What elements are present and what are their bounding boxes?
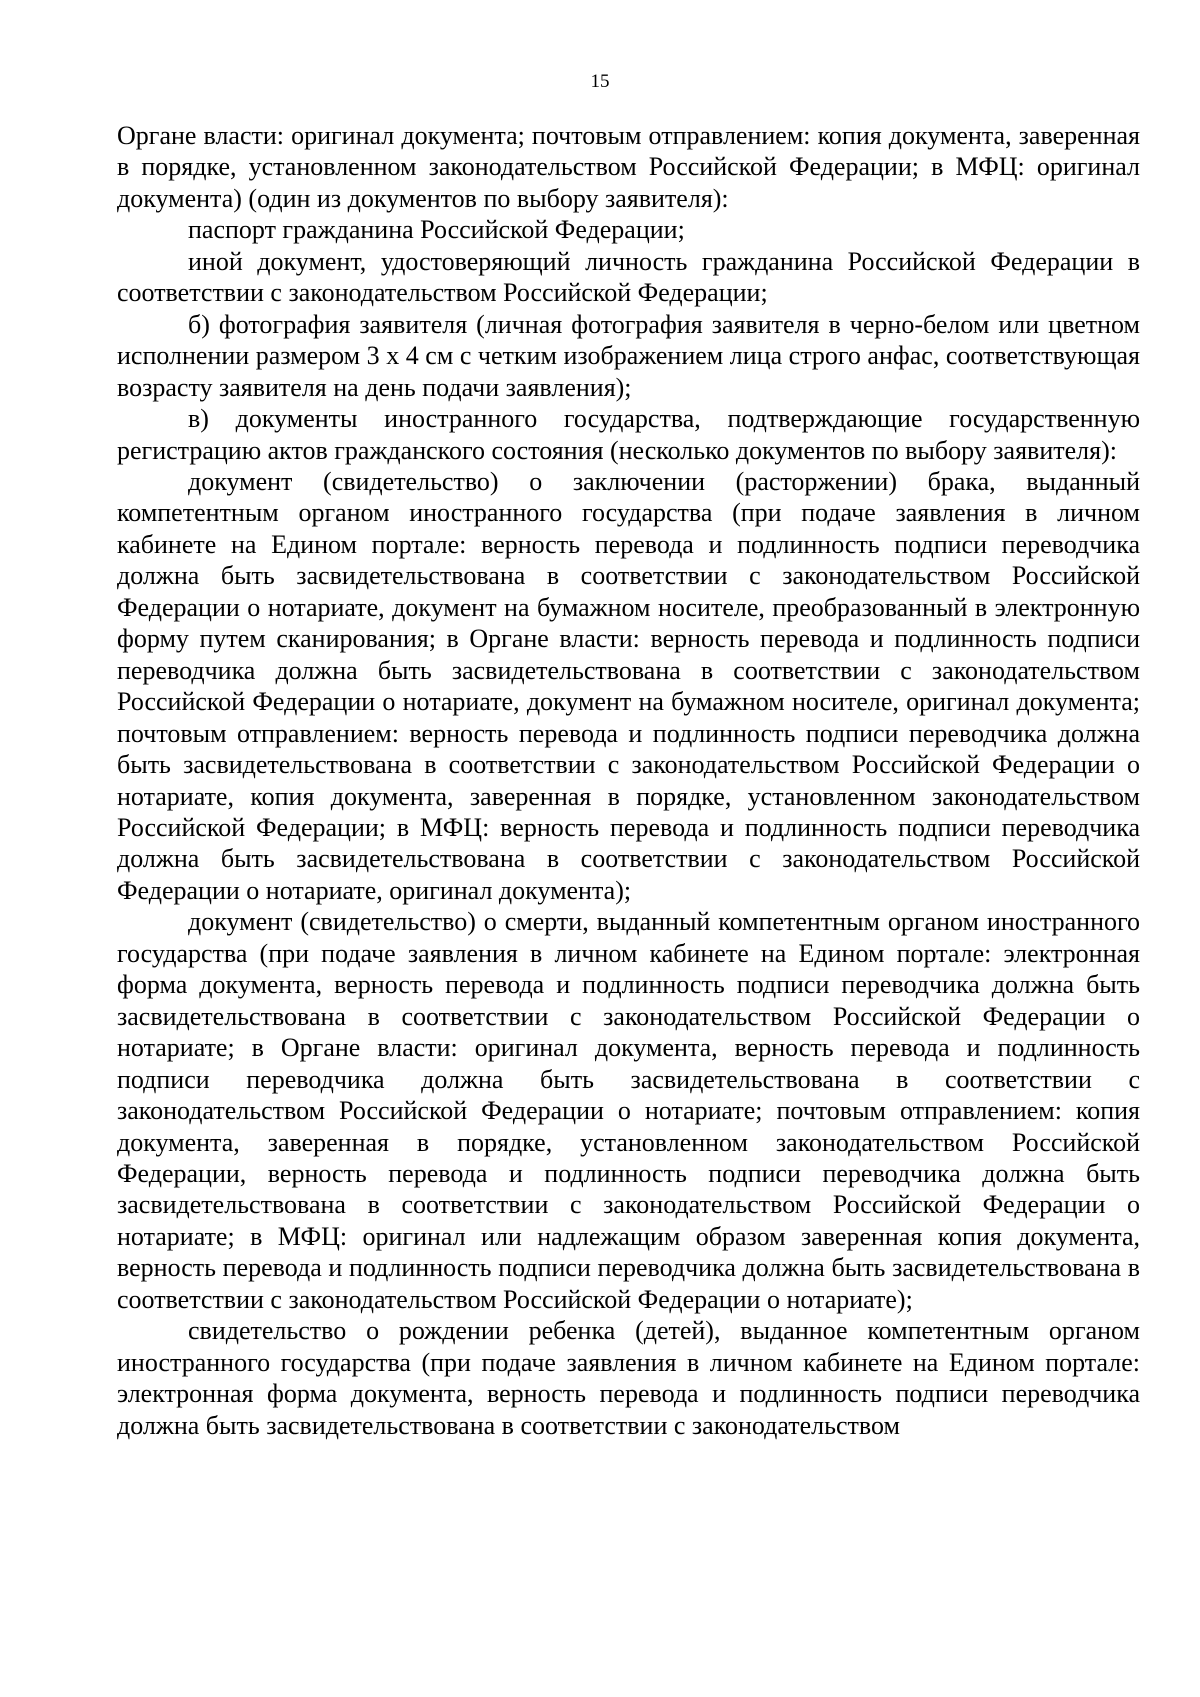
- page-number: 15: [590, 71, 610, 92]
- paragraph: паспорт гражданина Российской Федерации;: [188, 215, 685, 245]
- paragraph: в) документы иностранного государства, подтверждающие государственную регистрацию актов гражданского состояния (несколько документов по выбору заявителя):: [117, 404, 1140, 465]
- document-body: [117, 120, 1140, 1441]
- paragraph: документ (свидетельство) о заключении (расторжении) брака, выданный компетентным органом иностранного государства (при подаче заявления в личном кабинете на Едином портале: верность перевода и подлинность подписи переводчика должна быть засвидетельствована в соответствии с законодательством Российской Федерации о нотариате, документ на бумажном носителе, преобразованный в электронную форму путем сканирования; в Органе власти: верность перевода и подлинность подписи переводчика должна быть засвидетельствована в соответствии с законодательством Российской Федерации о нотариате, документ на бумажном носителе, оригинал документа; почтовым отправлением: верность перевода и подлинность подписи переводчика должна быть засвидетельствована в соответствии с законодательством Российской Федерации о нотариате, копия документа, заверенная в порядке, установленном законодательством Российской Федерации; в МФЦ: верность перевода и подлинность подписи переводчика должна быть засвидетельствована в соответствии с законодательством Российской Федерации о нотариате, оригинал документа);: [117, 466, 1140, 905]
- paragraph: документ (свидетельство) о смерти, выданный компетентным органом иностранного государства (при подаче заявления в личном кабинете на Едином портале: электронная форма документа, верность перевода и подлинность подписи переводчика должна быть засвидетельствована в соответствии с законодательством Российской Федерации о нотариате; в Органе власти: оригинал документа, верность перевода и подлинность подписи переводчика должна быть засвидетельствована в соответствии с законодательством Российской Федерации о нотариате; почтовым отправлением: копия документа, заверенная в порядке, установленном законодательством Российской Федерации, верность перевода и подлинность подписи переводчика должна быть засвидетельствована в соответствии с законодательством Российской Федерации о нотариате; в МФЦ: оригинал или надлежащим образом заверенная копия документа, верность перевода и подлинность подписи переводчика должна быть засвидетельствована в соответствии с законодательством Российской Федерации о нотариате);: [117, 907, 1140, 1314]
- paragraph: б) фотография заявителя (личная фотография заявителя в черно-белом или цветном исполнении размером 3 х 4 см с четким изображением лица строго анфас, соответствующая возрасту заявителя на день подачи заявления);: [117, 309, 1140, 402]
- paragraph: иной документ, удостоверяющий личность гражданина Российской Федерации в соответствии с законодательством Российской Федерации;: [117, 246, 1140, 308]
- paragraph: свидетельство о рождении ребенка (детей), выданное компетентным органом иностранного государства (при подаче заявления в личном кабинете на Едином портале: электронная форма документа, верность перевода и подлинность подписи переводчика должна быть засвидетельствована в соответствии с законодательством: [117, 1316, 1140, 1440]
- paragraph: Органе власти: оригинал документа; почтовым отправлением: копия документа, заверенная в порядке, установленном законодательством Российской Федерации; в МФЦ: оригинал документа) (один из документов по выбору заявителя):: [117, 121, 1140, 213]
